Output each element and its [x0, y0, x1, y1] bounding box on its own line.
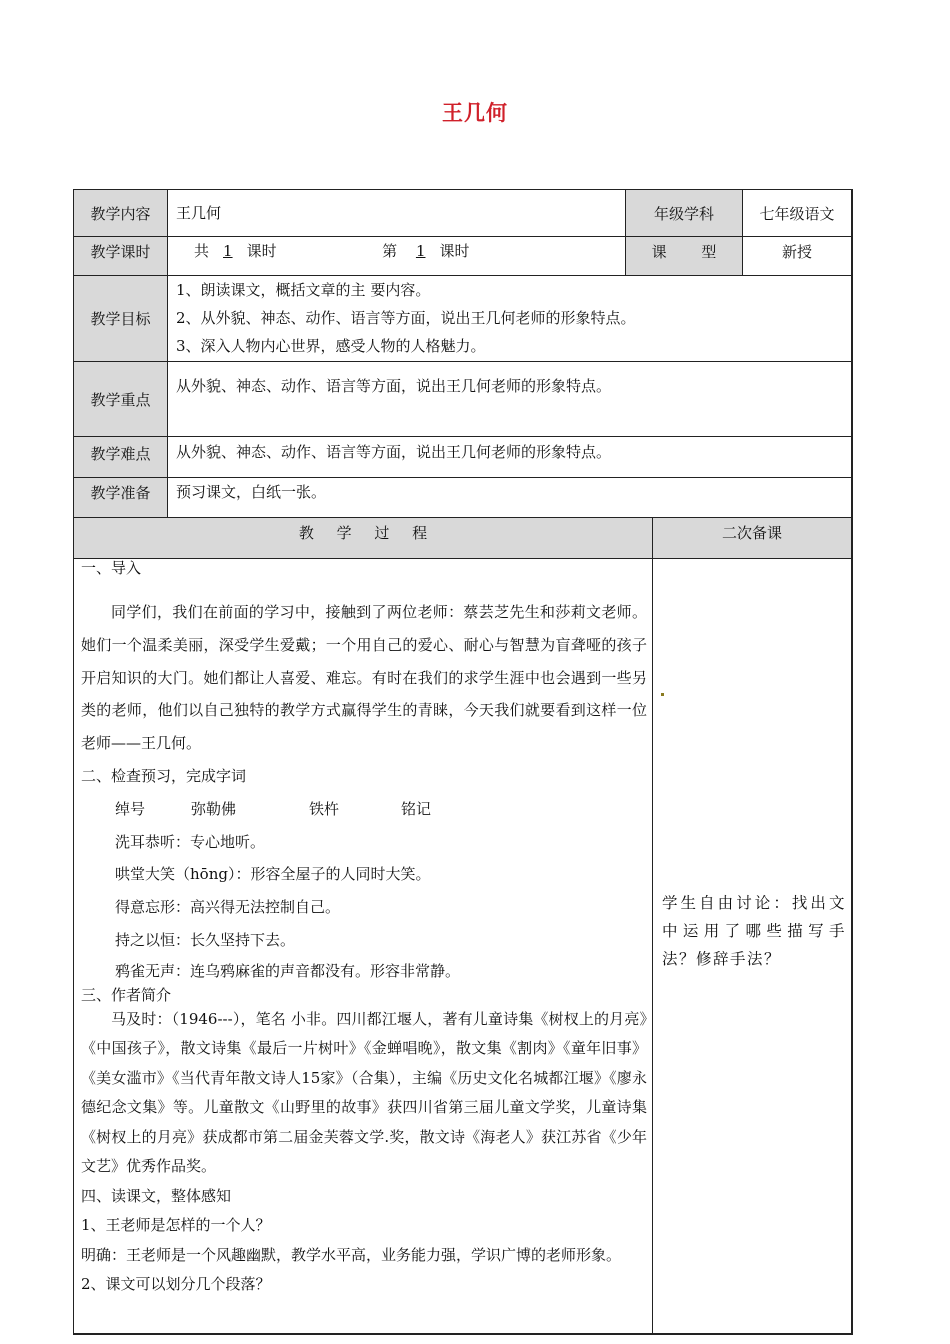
prep-value-cell: [167, 477, 852, 518]
vocab-word: 弥勒佛: [191, 799, 237, 818]
process-header-cell: [73, 517, 653, 559]
hours-mid: 第: [382, 242, 398, 260]
process-header: 教 学 过 程: [298, 524, 428, 542]
vocab-word: 绰号: [115, 799, 146, 818]
vocab-definition: 得意忘形：高兴得无法控制自己。: [115, 898, 341, 917]
vocab-word: 铭记: [401, 799, 432, 818]
grade-label-cell: [625, 189, 743, 237]
type-value-cell: [742, 236, 852, 276]
stray-mark: [661, 693, 664, 696]
hours-value-cell: [167, 236, 626, 276]
type-value: 新授: [781, 243, 812, 261]
type-label-cell: [625, 236, 743, 276]
key-label: 教学重点: [90, 390, 151, 409]
goals-value-cell: [167, 275, 852, 362]
section-intro-body: 同学们，我们在前面的学习中，接触到了两位老师：蔡芸芝先生和莎莉文老师。她们一个温柔美丽，深受学生爱戴；一个用自己的爱心、耐心与智慧为盲聋哑的孩子开启知识的大门。她们都让人喜爱、难忘。有时在我们的求学生涯中也会遇到一些另类的老师，他们以自己独特的教学方式赢得学生的青睐，今天我们就要看到这样一位老师——王几何。: [81, 603, 647, 753]
hours-label-cell: [73, 236, 168, 276]
section-preview-title: 二、检查预习，完成字词: [81, 766, 247, 785]
section-author-title: 三、作者简介: [81, 985, 172, 1004]
vocab-words: [81, 793, 647, 826]
content-value-cell: [167, 189, 626, 237]
difficulty-value-cell: [167, 436, 852, 478]
key-value-cell: [167, 361, 852, 437]
side-header-cell: [652, 517, 852, 559]
content-label: 教学内容: [90, 204, 151, 223]
prep-value: 预习课文，白纸一张。: [176, 483, 327, 501]
question-2: 2、课文可以划分几个段落？: [81, 1275, 271, 1294]
goal-item: 1、朗读课文，概括文章的主 要内容。: [176, 281, 431, 299]
answer-1: 明确：王老师是一个风趣幽默，教学水平高，业务能力强，学识广博的老师形象。: [81, 1245, 622, 1264]
side-header: 二次备课: [721, 524, 782, 542]
hours-label: 教学课时: [90, 243, 151, 261]
section-reading-title: 四、读课文，整体感知: [81, 1186, 232, 1205]
hours-prefix: 共: [194, 242, 210, 260]
difficulty-label: 教学难点: [90, 445, 151, 463]
hours-current: 1: [415, 242, 426, 260]
hours-unit-2: 课时: [439, 242, 470, 260]
question-1: 1、王老师是怎样的一个人？: [81, 1216, 271, 1235]
content-value: 王几何: [176, 204, 222, 222]
grade-value: 七年级语文: [759, 204, 835, 223]
side-note: 学生自由讨论：找出文中运用了哪些描写手法？修辞手法？: [662, 894, 846, 968]
vocab-definition: 哄堂大笑（hōng）：形容全屋子的人同时大笑。: [115, 865, 431, 884]
vocab-definition: 鸦雀无声：连乌鸦麻雀的声音都没有。形容非常静。: [115, 961, 461, 980]
vocab-definition: 洗耳恭听：专心地听。: [115, 832, 266, 851]
type-label: 课 型: [651, 243, 717, 261]
process-content: [81, 558, 647, 1300]
grade-value-cell: [742, 189, 852, 237]
section-author-body: 马及时：（1946---），笔名 小非。四川都江堰人，著有儿童诗集《树杈上的月亮》《中国孩子》，散文诗集《最后一片树叶》《金蝉唱晚》，散文集《割肉》《童年旧事》《美女滥市》《当代青年散文诗人15家》（合集），主编《历史文化名城都江堰》《廖永德纪念文集》等。儿童散文《山野里的故事》获四川省第三届儿童文学奖，儿童诗集《树杈上的月亮》获成都市第二届金芙蓉文学.奖，散文诗《海老人》获江苏省《少年文艺》优秀作品奖。: [81, 1009, 647, 1176]
hours-total: 1: [223, 242, 233, 260]
page-title: 王几何: [442, 100, 508, 125]
content-label-cell: [73, 189, 168, 237]
section-intro-title: 一、导入: [81, 559, 142, 577]
hours-unit: 课时: [246, 242, 277, 260]
grade-label: 年级学科: [653, 204, 714, 223]
key-label-cell: [73, 361, 168, 437]
difficulty-label-cell: [73, 436, 168, 478]
vocab-word: 铁杵: [309, 799, 340, 818]
goals-label: 教学目标: [90, 310, 151, 328]
goals-label-cell: [73, 275, 168, 362]
vocab-definition: 持之以恒：长久坚持下去。: [115, 930, 296, 949]
prep-label: 教学准备: [90, 484, 151, 502]
goal-item: 3、深入人物内心世界，感受人物的人格魅力。: [176, 337, 486, 355]
key-value: 从外貌、神态、动作、语言等方面，说出王几何老师的形象特点。: [176, 377, 612, 395]
goal-item: 2、从外貌、神态、动作、语言等方面，说出王几何老师的形象特点。: [176, 309, 636, 327]
difficulty-value: 从外貌、神态、动作、语言等方面，说出王几何老师的形象特点。: [176, 443, 612, 461]
prep-label-cell: [73, 477, 168, 518]
